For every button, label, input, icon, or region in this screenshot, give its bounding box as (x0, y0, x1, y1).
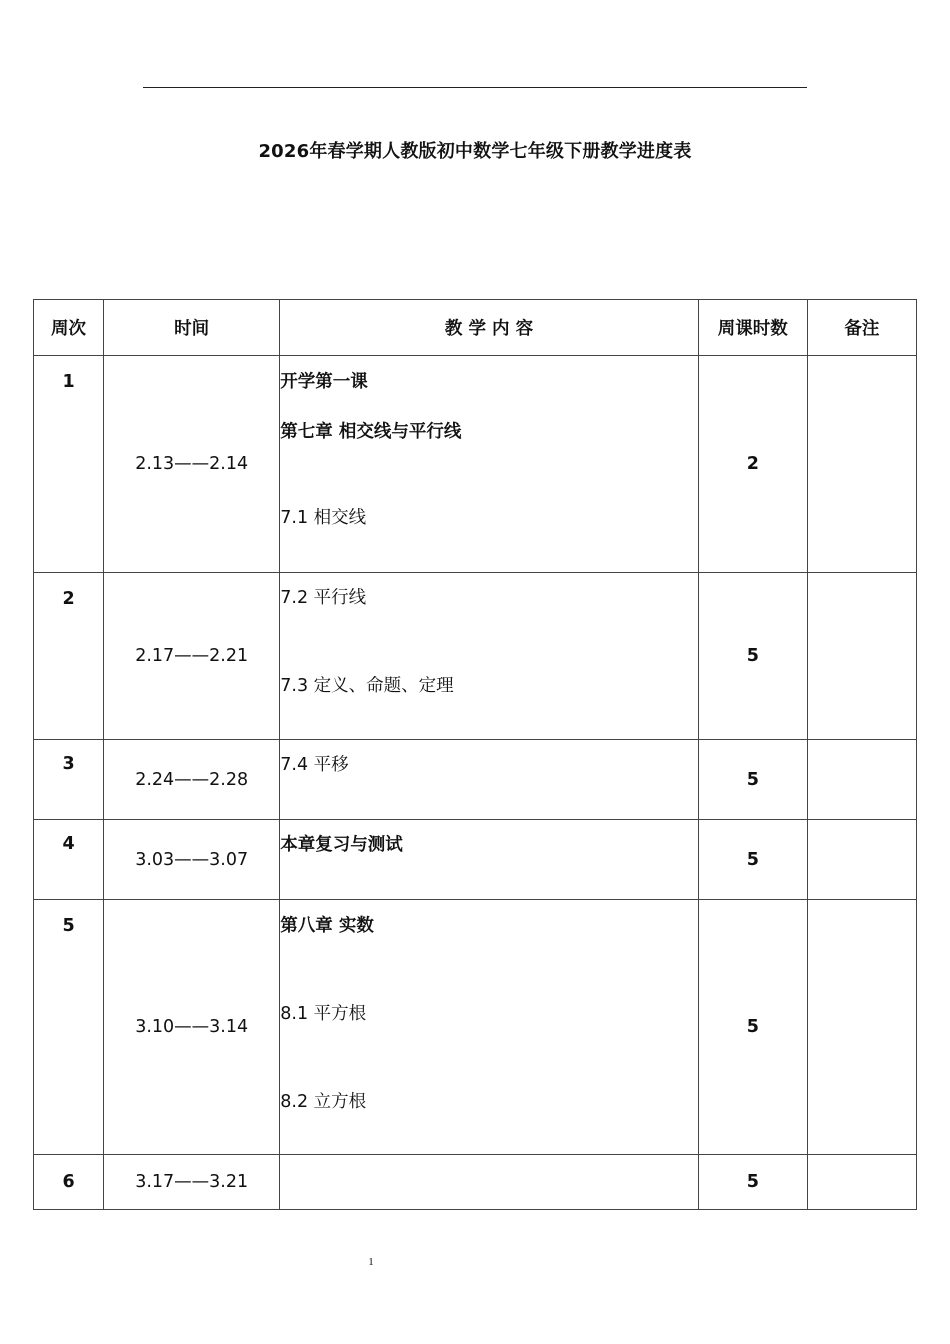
content-line: 7.1 相交线 (280, 508, 367, 528)
table-header-row (34, 300, 917, 356)
content-cell (280, 573, 698, 740)
table-row (34, 1155, 917, 1210)
content-cell (280, 740, 698, 820)
note-cell (807, 820, 916, 900)
content-cell (280, 356, 698, 573)
content-cell (280, 900, 698, 1155)
note-cell (807, 900, 916, 1155)
week-cell: 5 (34, 900, 104, 1155)
header-time: 时间 (104, 300, 280, 356)
week-cell: 3 (34, 740, 104, 820)
hours-cell: 5 (698, 820, 807, 900)
table-row (34, 900, 917, 1155)
content-cell (280, 820, 698, 900)
hours-cell: 5 (698, 900, 807, 1155)
time-cell: 3.10——3.14 (104, 900, 280, 1155)
content-line: 7.2 平行线 (280, 588, 367, 608)
table-row (34, 740, 917, 820)
header-rule (143, 87, 807, 88)
time-cell: 3.03——3.07 (104, 820, 280, 900)
content-line: 7.3 定义、命题、定理 (280, 676, 454, 696)
time-cell: 2.13——2.14 (104, 356, 280, 573)
page-number: 1 (368, 1256, 374, 1268)
header-note: 备注 (807, 300, 916, 356)
time-cell: 2.17——2.21 (104, 573, 280, 740)
note-cell (807, 1155, 916, 1210)
hours-cell: 5 (698, 1155, 807, 1210)
table-row (34, 820, 917, 900)
week-cell: 4 (34, 820, 104, 900)
content-line: 本章复习与测试 (280, 835, 403, 855)
table-row (34, 573, 917, 740)
week-cell: 2 (34, 573, 104, 740)
time-cell: 2.24——2.28 (104, 740, 280, 820)
header-hours: 周课时数 (698, 300, 807, 356)
hours-cell: 2 (698, 356, 807, 573)
note-cell (807, 573, 916, 740)
table-row (34, 356, 917, 573)
content-line: 第八章 实数 (280, 916, 374, 936)
week-cell: 1 (34, 356, 104, 573)
week-cell: 6 (34, 1155, 104, 1210)
document-title: 2026年春学期人教版初中数学七年级下册教学进度表 (258, 141, 692, 162)
schedule-table (33, 299, 917, 1210)
hours-cell: 5 (698, 573, 807, 740)
content-line: 开学第一课 (280, 372, 368, 392)
note-cell (807, 356, 916, 573)
content-cell (280, 1155, 698, 1210)
content-line: 8.1 平方根 (280, 1004, 367, 1024)
content-line: 第七章 相交线与平行线 (280, 422, 462, 442)
content-line: 7.4 平移 (280, 755, 349, 775)
note-cell (807, 740, 916, 820)
header-content: 教 学 内 容 (280, 300, 698, 356)
content-line: 8.2 立方根 (280, 1092, 367, 1112)
header-week: 周次 (34, 300, 104, 356)
time-cell: 3.17——3.21 (104, 1155, 280, 1210)
hours-cell: 5 (698, 740, 807, 820)
